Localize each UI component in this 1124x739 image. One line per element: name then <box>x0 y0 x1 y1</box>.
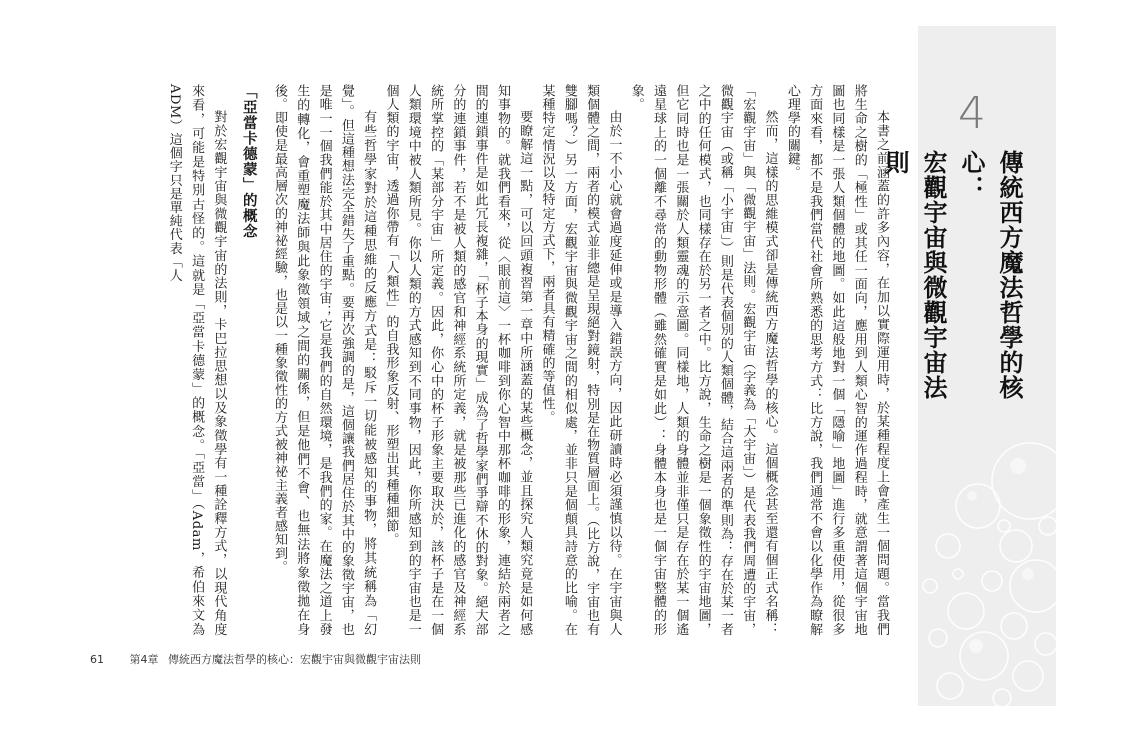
page-number: 61 <box>90 653 104 666</box>
body-paragraph-1: 本書之前涵蓋的許多內容，在加以實際運用時，於某種程度上會產生一個問題。當我們將生命之樹的「極性」或其任一面向，應用到人類心智的運作過程時，就意謂著這個宇宙地圖也同樣是一張人類個體的地圖。如此這般地對一個「隱喻」地圖」進行多重使用，從很多方面來看，都不是我們當代社會所熟悉的思考方式：比方說，我們通常不會以化學作為瞭解心理學的關鍵。 <box>784 84 889 636</box>
chapter-title-line-2: 宏觀宇宙與微觀宇宙法則 <box>881 150 947 400</box>
section-paragraph: 對於宏觀宇宙與微觀宇宙的法則，卡巴拉思想以及象徵學有一種詮釋方式，以現代角度來看，可能是特別古怪的。這就是「亞當卡德蒙」的概念。「亞當」（Adam，希伯來文為ADM）這個字只是單純代表「人 <box>166 84 227 636</box>
chapter-title-line-1: 傳統西方魔法哲學的核心： <box>957 150 1023 400</box>
body-paragraph-3: 由於一不小心就會過度延伸或是導入錯誤方向，因此研讀時必須謹慎以待。在宇宙與人類個體之間，兩者的模式並非總是呈現絕對鏡射，特別是在物質層面上。（比方說，宇宙也有雙腳嗎？）另一方面，宏觀宇宙與微觀宇宙之間的相似處，並非只是個顛具詩意的比喻。在某種特定情況以及特定方式下，兩者具有精確的等值性。 <box>539 84 622 636</box>
body-paragraph-2: 然而，這樣的思維模式卻是傳統西方魔法哲學的核心。這個概念甚至還有個正式名稱：「宏觀宇宙」與「微觀宇宙」法則。宏觀宇宙（字義為「大宇宙」）是代表我們周遭的宇宙，微觀宇宙（或稱「小宇宙」）則是代表個別的人類個體，結合這兩者的準則為：存在於某一者之中的任何模式，也同樣存在於另一者之中。比方說，生命之樹是一個象徵性的宇宙地圖，但它同時也是一張關於人類靈魂的示意圖。同樣地，人類的身體並非僅只是存在於某一個遙遠星球上的一個離不尋常的動物形體（雖然確實是如此）：身體本身也是一個宇宙整體的形象。 <box>628 84 778 636</box>
section-heading: 「亞當卡德蒙」的概念 <box>240 84 257 239</box>
footer-chapter-label: 第4章 <box>129 653 159 666</box>
chapter-number: 4 <box>958 88 986 139</box>
footer-running-title: 傳統西方魔法哲學的核心：宏觀宇宙與微觀宇宙法則 <box>168 653 421 666</box>
page-footer <box>90 651 421 667</box>
body-text <box>166 84 892 636</box>
body-paragraph-4: 要瞭解這一點，可以回頭複習第一章中所涵蓋的某些概念，並且探究人類究竟是如何感知事物的。就我們看來，從〈眼前這〉一杯咖啡到你心智中那杯咖啡的形象，連結於兩者之間的連鎖事件是如此冗長複雜，「杯子本身的現實」成為了哲學家們爭辯不休的對象。絕大部分的連鎖事件，若不是被人類的感官和神經系統所定義，就是被那些已進化的感官及神經系統所掌控的「某部分宇宙」所定義。因此，你心中的杯子形象主要取決於，該杯子是在一個人類環境中被人類所見。你以人類的方式感知到不同事物，因此，你所感知到的宇宙也是一個人類的宇宙，透過你帶有「人類性」的自我形象反射、形塑出其種種細節。 <box>383 84 533 636</box>
body-paragraph-5: 有些哲學家對於這種思維的反應方式是：駁斥一切能被感知的事物，將其統稱為「幻覺」。但這種想法完全錯失了重點。要再次強調的是，這個讓我們居住於其中的象徵宇宙，也是唯一一個我們能於其中居住的宇宙；它是我們的自然環境，是我們的家。在魔法之道上發生的轉化，會重塑魔法師與此象徵領域之間的關係，但是他們不會、也無法將象徵拋在身後。即使是最高層次的神祕經驗，也是以一種象徵性的方式被神祕主義者感知到。 <box>271 84 377 636</box>
chapter-title <box>881 150 1028 400</box>
